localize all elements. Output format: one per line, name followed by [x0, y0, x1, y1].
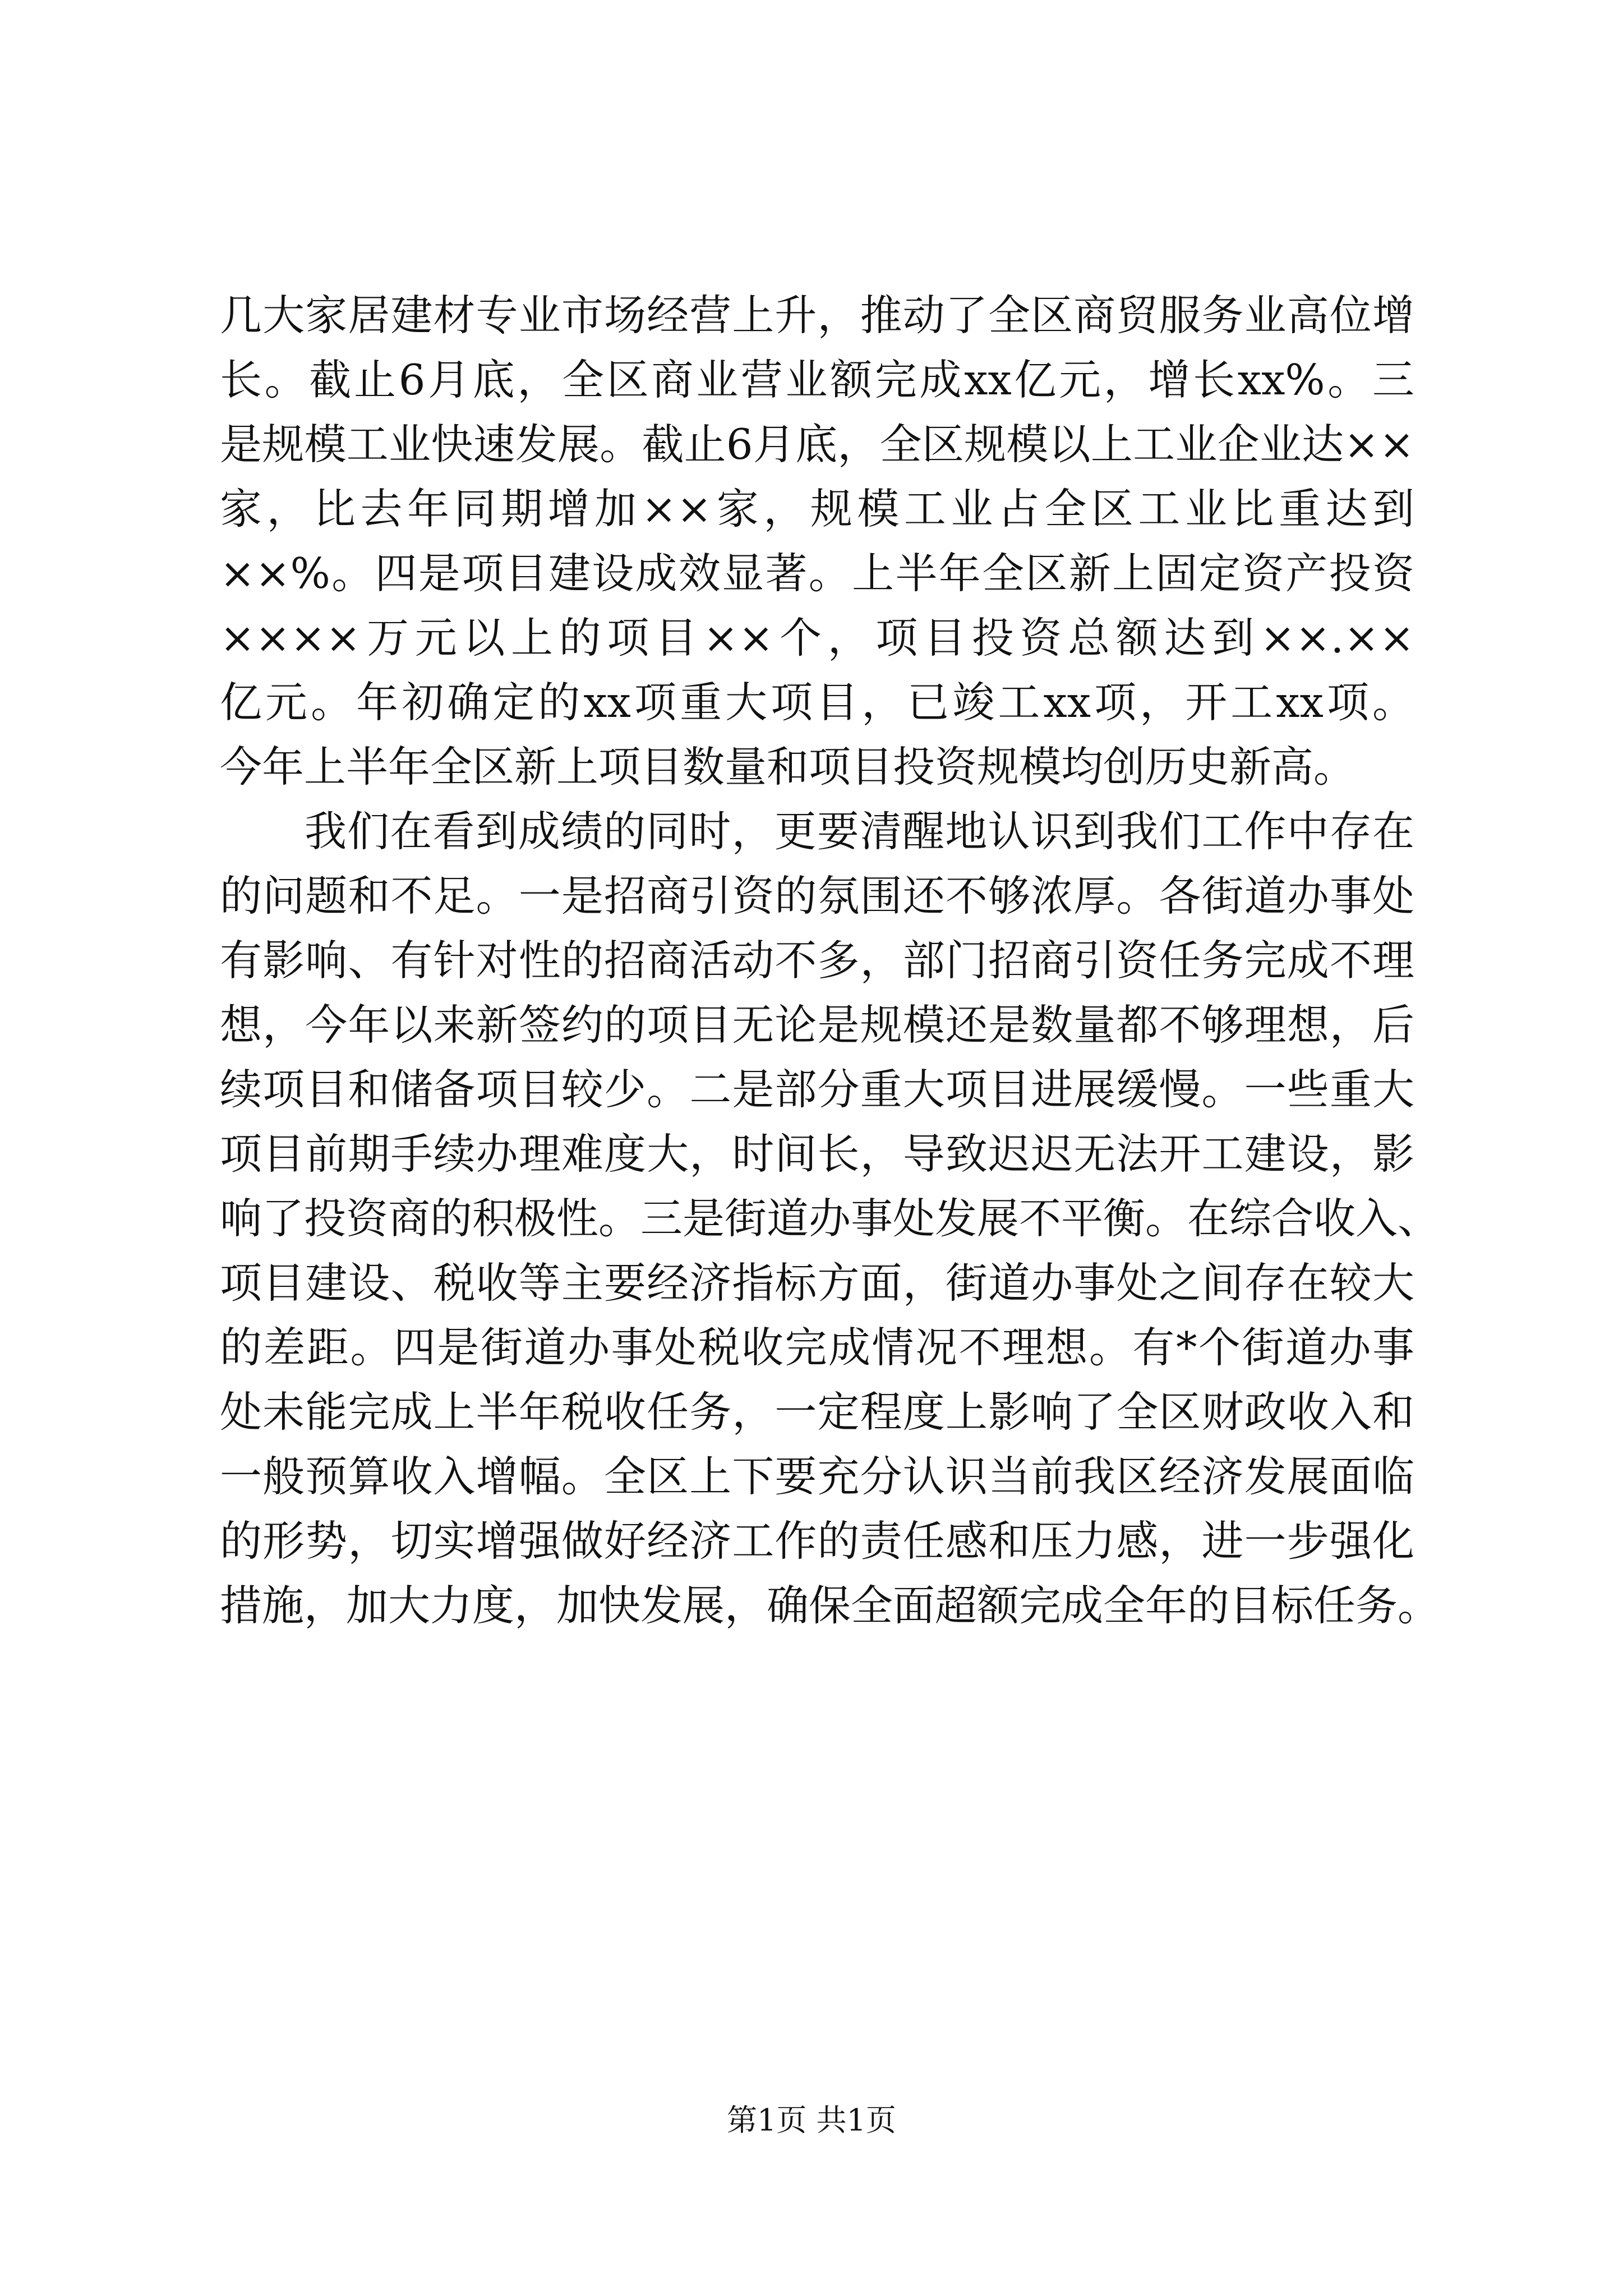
text-line-17: 的差距。四是街道办事处税收完成情况不理想。有*个街道办事 — [220, 1323, 1414, 1372]
text-line-14: 项目前期手续办理难度大，时间长，导致迟迟无法开工建设，影 — [220, 1129, 1414, 1179]
text-line-3: 是规模工业快速发展。截止6月底，全区规模以上工业企业达×× — [220, 420, 1414, 469]
text-line-10: 的问题和不足。一是招商引资的氛围还不够浓厚。各街道办事处 — [220, 871, 1414, 921]
text-line-12: 想，今年以来新签约的项目无论是规模还是数量都不够理想，后 — [220, 1000, 1414, 1050]
paragraph-2-first-line: 我们在看到成绩的同时，更要清醒地认识到我们工作中存在 — [305, 807, 1414, 856]
text-line-5: ××%。四是项目建设成效显著。上半年全区新上固定资产投资 — [220, 549, 1414, 598]
text-line-16: 项目建设、税收等主要经济指标方面，街道办事处之间存在较大 — [220, 1258, 1414, 1308]
text-line-2: 长。截止6月底，全区商业营业额完成xx亿元，增长xx%。三 — [220, 355, 1414, 404]
page-number-footer: 第1页 共1页 — [727, 2102, 896, 2138]
text-line-4: 家，比去年同期增加××家，规模工业占全区工业比重达到 — [220, 484, 1414, 533]
text-line-11: 有影响、有针对性的招商活动不多，部门招商引资任务完成不理 — [220, 936, 1414, 985]
text-line-18: 处未能完成上半年税收任务，一定程度上影响了全区财政收入和 — [220, 1387, 1414, 1437]
text-line-6: ××××万元以上的项目××个，项目投资总额达到××.×× — [220, 613, 1414, 662]
text-line-13: 续项目和储备项目较少。二是部分重大项目进展缓慢。一些重大 — [220, 1065, 1414, 1114]
text-line-21: 措施，加大力度，加快发展，确保全面超额完成全年的目标任务。 — [220, 1581, 1440, 1630]
text-line-19: 一般预算收入增幅。全区上下要充分认识当前我区经济发展面临 — [220, 1452, 1414, 1501]
text-line-15: 响了投资商的积极性。三是街道办事处发展不平衡。在综合收入、 — [220, 1194, 1440, 1243]
text-line-8: 今年上半年全区新上项目数量和项目投资规模均创历史新高。 — [220, 742, 1356, 792]
text-line-20: 的形势，切实增强做好经济工作的责任感和压力感，进一步强化 — [220, 1516, 1414, 1566]
text-line-7: 亿元。年初确定的xx项重大项目，已竣工xx项，开工xx项。 — [220, 678, 1414, 727]
text-line-1: 几大家居建材专业市场经营上升，推动了全区商贸服务业高位增 — [220, 291, 1414, 340]
